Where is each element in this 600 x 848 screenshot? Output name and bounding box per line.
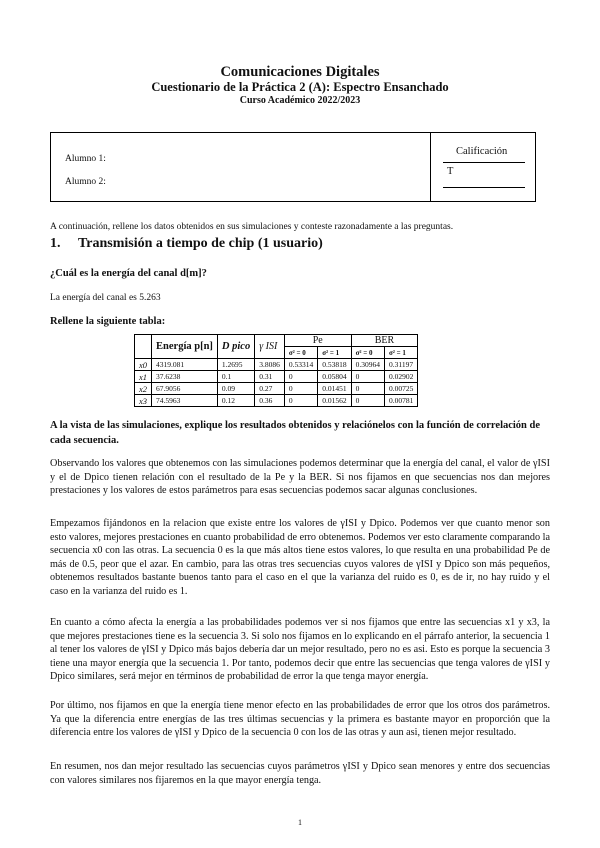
section-heading [50,236,323,252]
cell-pe1: 0.01562 [318,395,351,407]
results-table [134,334,418,407]
cell-pe0: 0 [284,371,317,383]
question-fill-table: Rellene la siguiente tabla: [50,316,166,327]
cell-ber0: 0 [351,383,384,395]
cell-pe0: 0 [284,383,317,395]
header-gamma: γ ISI [255,335,285,359]
table-row [135,371,418,383]
row-label: x2 [135,383,152,395]
student-2-label: Alumno 2: [65,177,106,187]
student-1-label: Alumno 1: [65,154,106,164]
cell-ber1: 0.00725 [384,383,417,395]
cell-pe0: 0.53314 [284,359,317,371]
cell-energy: 4319.081 [152,359,218,371]
row-label: x1 [135,371,152,383]
cell-energy: 37.6238 [152,371,218,383]
cell-ber0: 0 [351,395,384,407]
course-year: Curso Académico 2022/2023 [239,95,361,106]
box-divider [430,133,431,201]
cell-pe1: 0.05804 [318,371,351,383]
header-ber: BER [351,335,418,347]
row-label: x3 [135,395,152,407]
grade-line-top [443,162,525,163]
intro-text: A continuación, rellene los datos obtenidos en sus simulaciones y conteste razonadamente a las preguntas. [50,222,454,232]
grade-label: Calificación [456,146,508,157]
cell-energy: 67.9056 [152,383,218,395]
cell-ber0: 0.30964 [351,359,384,371]
section-title: Transmisión a tiempo de chip (1 usuario) [78,236,323,251]
cell-gamma: 0.31 [255,371,285,383]
cell-gamma: 0.27 [255,383,285,395]
header-ber-sigma1: σ² = 1 [384,347,417,359]
header-pe-sigma1: σ² = 1 [318,347,351,359]
header-energy: Energía p[n] [152,335,218,359]
cell-dpico: 0.12 [217,395,254,407]
header-pe-sigma0: σ² = 0 [284,347,317,359]
cell-pe1: 0.53818 [318,359,351,371]
paragraph: Empezamos fijándonos en la relacion que existe entre los valores de γISI y Dpico. Podemos ver que cuanto menor son esto valores, mejores prestaciones en cuanto probabilidad de erro obtenemos. Podemos ver esto claramente comparando la secuencia x0 con las otras. La secuencia 0 es la que más altos tiene estos valores, lo que resulta en una probabilidad Pe de más de 0.5, peor que el azar. En cambio, para las otras tres secuencias cuyos valores de γISI y Dpico son más pequeños, obtenemos resultados bastante buenos tanto para el caso en el que la varianza del ruido es 0, es de ir, no hay ruido y el caso en la varianza del ruido es 1. [50,518,550,597]
cell-gamma: 0.36 [255,395,285,407]
paragraph: En cuanto a cómo afecta la energía a las probabilidades podemos ver si nos fijamos que entre las secuencias x1 y x3, la que mejores prestaciones tiene es la secuencia 3. Si solo nos fijamos en lo explicando en el párrafo anterior, la secuencia 1 al tener los valores de γISI y Dpico más bajos debería dar un mejor resultado, pero no es asi. Esto es porque la secuencia 3 tiene una mayor energía que la secuencia 1. Por tanto, podemos decir que entre las secuencias que tenga valores de γISI y Dpico similares, será mejor en términos de probabilidad de error la que tenga mayor energía. [50,617,550,682]
grade-value: T [447,166,454,177]
cell-pe0: 0 [284,395,317,407]
table-row [135,359,418,371]
cell-ber1: 0.00781 [384,395,417,407]
cell-dpico: 1.2695 [217,359,254,371]
paragraph: En resumen, nos dan mejor resultado las secuencias cuyos parámetros γISI y Dpico sean menores y entre dos secuencias con valores similares nos fijaremos en la que mayor energía tenga. [50,761,550,786]
cell-dpico: 0.1 [217,371,254,383]
grade-line-bottom [443,187,525,188]
question-explain-results: A la vista de las simulaciones, explique los resultados obtenidos y relaciónelos con la función de correlación de cada secuencia. [50,420,541,446]
header-ber-sigma0: σ² = 0 [351,347,384,359]
document-subtitle: Cuestionario de la Práctica 2 (A): Espectro Ensanchado [151,80,449,94]
header-pe: Pe [284,335,351,347]
table-row [135,395,418,407]
corner-cell [135,335,152,359]
paragraph: Observando los valores que obtenemos con las simulaciones podemos determinar que la energía del canal, el valor de γISI y el de Dpico tienen relación con el resultado de la Pe y la BER. Si nos fijamos en que secuencias nos dan mejores prestaciones y los valores de estos parámetros para esas secuencias podemos sacar algunas conclusiones. [50,458,550,496]
cell-pe1: 0.01451 [318,383,351,395]
header-dpico: D pico [217,335,254,359]
section-number: 1. [50,236,61,251]
cell-ber1: 0.31197 [384,359,417,371]
cell-ber0: 0 [351,371,384,383]
page-number: 1 [298,818,302,827]
cell-dpico: 0.09 [217,383,254,395]
question-channel-energy: ¿Cuál es la energía del canal d[m]? [50,268,207,279]
student-info-box [50,132,536,202]
row-label: x0 [135,359,152,371]
document-title: Comunicaciones Digitales [220,64,380,80]
cell-gamma: 3.8086 [255,359,285,371]
cell-energy: 74.5963 [152,395,218,407]
answer-channel-energy: La energía del canal es 5.263 [50,293,161,303]
cell-ber1: 0.02902 [384,371,417,383]
table-row [135,383,418,395]
paragraph: Por último, nos fijamos en que la energía tiene menor efecto en las probabilidades de error que los otros dos parámetros. Ya que la diferencia entre energías de las tres últimas secuencias y la primera es bastante mayor en proporción que la diferencia entre los valores de γISI y Dpico de la secuencia 0 con los de las otras y aun asi, tienen mejor resultado. [50,700,550,738]
